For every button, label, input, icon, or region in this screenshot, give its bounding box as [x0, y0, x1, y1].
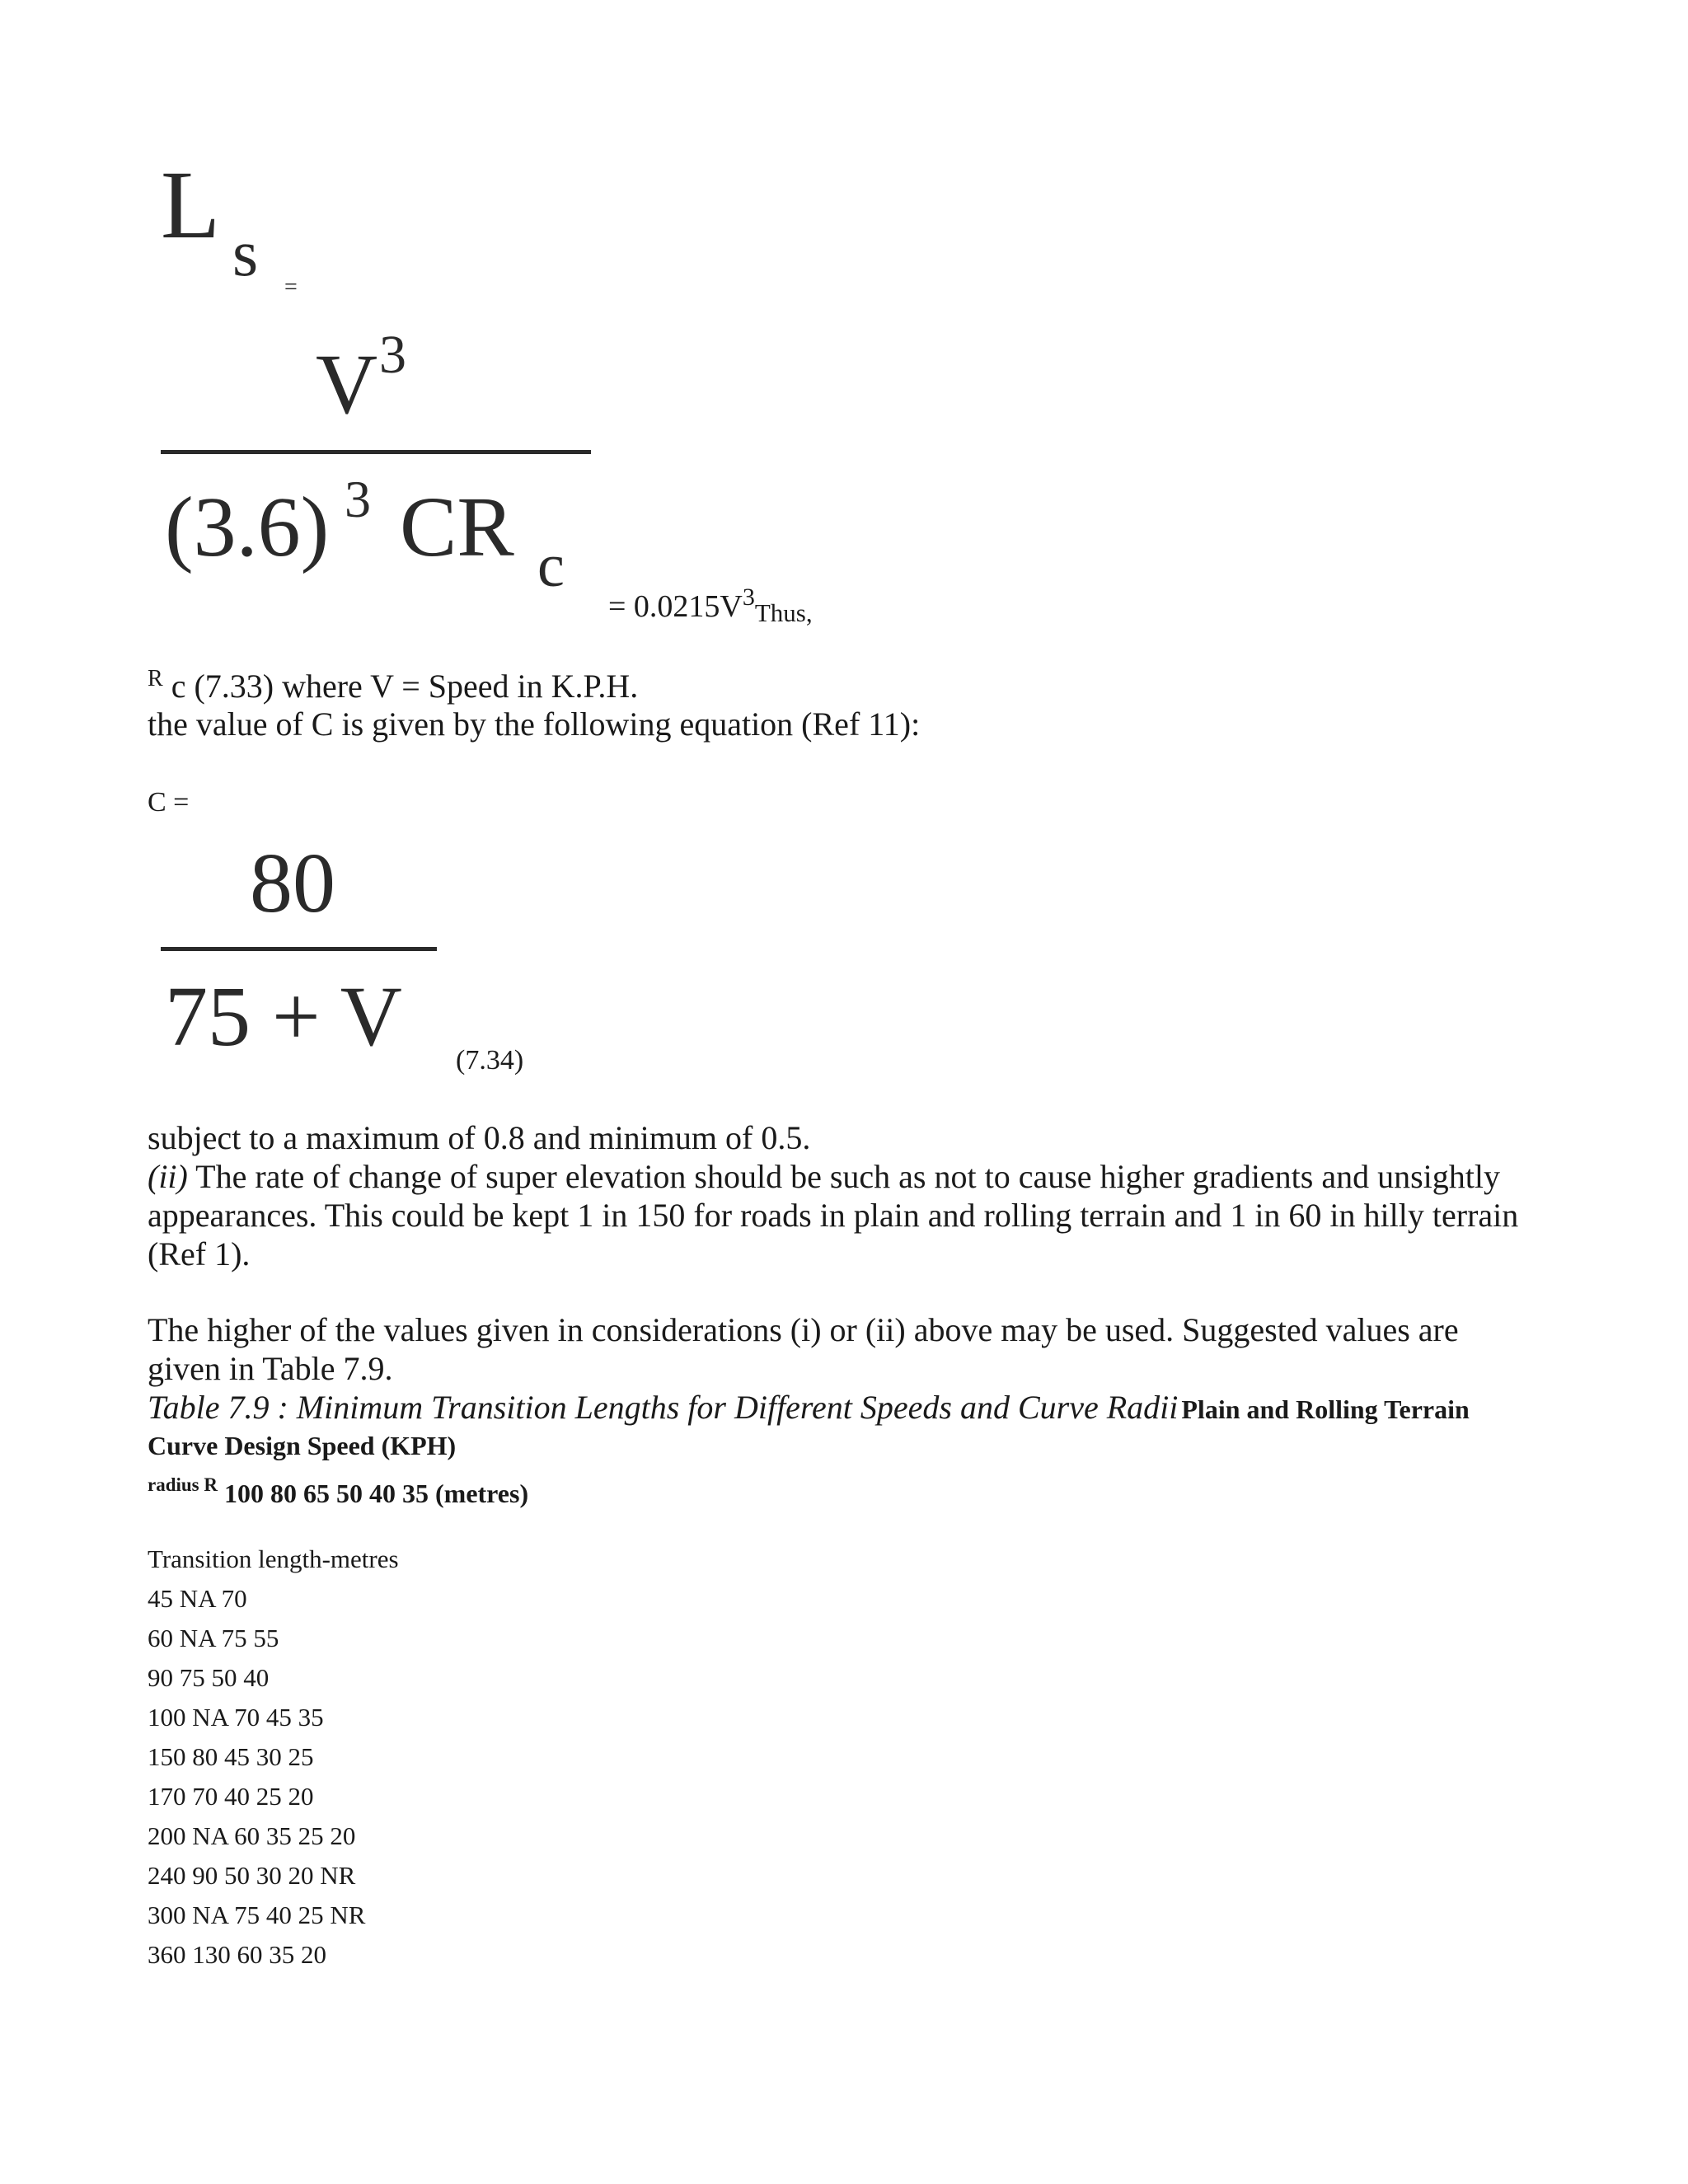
table-row: 45 NA 70 — [148, 1584, 247, 1613]
paragraph-ii-line1-text: The rate of change of super elevation should be such as not to cause higher gradients and unsightly — [187, 1158, 1501, 1195]
paragraph-subject-to: subject to a maximum of 0.8 and minimum of 0.5. — [148, 1119, 811, 1156]
value-of-c-text: the value of C is given by the following equation (Ref 11): — [148, 705, 921, 743]
formula-ls-result — [608, 582, 813, 629]
table-caption-line3 — [148, 1469, 528, 1510]
table-row: 60 NA 75 55 — [148, 1624, 279, 1652]
table-caption-radius-values: 100 80 65 50 40 35 (metres) — [224, 1479, 529, 1508]
table-row: 100 NA 70 45 35 — [148, 1703, 324, 1732]
table-row: 150 80 45 30 25 — [148, 1742, 314, 1771]
formula-ls-denominator-sub: c — [537, 532, 565, 600]
formula-c-fraction-bar — [161, 947, 437, 951]
table-caption-radius-label: radius R — [148, 1474, 218, 1495]
formula-ls-numerator-v: V — [316, 337, 378, 432]
paragraph-ii-label: (ii) — [148, 1158, 188, 1195]
formula-c-numerator: 80 — [250, 836, 335, 930]
table-caption-line1 — [148, 1388, 1470, 1434]
formula-ls-result-text: = 0.0215V — [608, 589, 743, 624]
formula-ls-L: L — [161, 151, 221, 259]
paragraph-ii-line3: (Ref 1). — [148, 1235, 251, 1272]
paragraph-ii-line1 — [148, 1157, 1500, 1196]
table-row: 300 NA 75 40 25 NR — [148, 1900, 366, 1929]
table-row: 240 90 50 30 20 NR — [148, 1861, 356, 1890]
rc-R-superscript: R — [148, 666, 163, 691]
rc-definition-line — [148, 659, 638, 705]
table-row: 200 NA 60 35 25 20 — [148, 1821, 356, 1850]
paragraph-higher-line1: The higher of the values given in considerations (i) or (ii) above may be used. Suggested values are — [148, 1311, 1459, 1348]
table-header: Transition length-metres — [148, 1544, 399, 1573]
formula-c-denominator: 75 + V — [165, 969, 402, 1064]
paragraph-ii-line2: appearances. This could be kept 1 in 150 for roads in plain and rolling terrain and 1 in 60 in hilly terrain — [148, 1197, 1519, 1234]
formula-c-equation-number: (7.34) — [456, 1045, 524, 1076]
table-caption-terrain: Plain and Rolling Terrain — [1181, 1394, 1470, 1424]
rc-definition-text: c (7.33) where V = Speed in K.P.H. — [171, 668, 639, 705]
formula-ls-result-suffix: Thus, — [754, 598, 813, 627]
table-caption-line2: Curve Design Speed (KPH) — [148, 1431, 457, 1460]
formula-ls-sub: s — [232, 218, 259, 290]
formula-ls-denominator-cr: CR — [400, 480, 514, 574]
formula-c-lhs: C = — [148, 787, 190, 818]
table-caption-title: Table 7.9 : Minimum Transition Lengths for Different Speeds and Curve Radii — [148, 1389, 1179, 1426]
paragraph-higher-line2: given in Table 7.9. — [148, 1350, 393, 1387]
formula-ls-denominator-left: (3.6) — [165, 480, 330, 574]
table-row: 170 70 40 25 20 — [148, 1782, 314, 1811]
table-row: 360 130 60 35 20 — [148, 1940, 326, 1969]
formula-ls-equals: = — [284, 274, 298, 300]
table-row: 90 75 50 40 — [148, 1663, 270, 1692]
formula-ls-denominator-exp: 3 — [345, 470, 371, 528]
formula-ls-numerator-exp: 3 — [379, 325, 406, 385]
formula-ls-result-exp: 3 — [742, 583, 755, 611]
formula-ls-fraction-bar — [161, 450, 591, 454]
